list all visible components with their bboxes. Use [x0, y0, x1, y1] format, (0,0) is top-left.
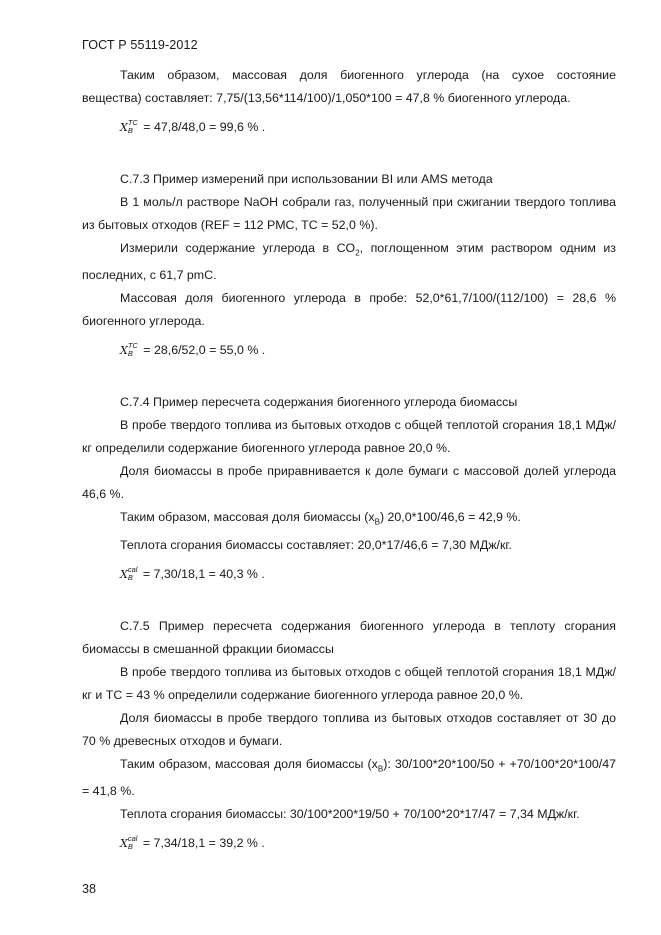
section-title-c74: С.7.4 Пример пересчета содержания биогенного углерода биомассы — [120, 395, 518, 410]
c73-paragraph-2: Измерили содержание углерода в $CO_2$, поглощенном этим раствором одним из последних, с 61,7 pmC. — [82, 241, 616, 283]
c74-paragraph-4: Теплота сгорания биомассы составляет: 20,0*17/46,6 = 7,30 МДж/кг. — [120, 537, 512, 552]
section-title-c73: С.7.3 Пример измерений при использовании BI или AMS метода — [120, 172, 493, 186]
formula-expression: = 28,6/52,0 = 55,0 % . — [139, 343, 266, 358]
formula-superscript: TC — [127, 341, 138, 351]
c75-paragraph-2: Доля биомассы в пробе твердого топлива из бытовых отходов составляет от 30 до 70 % древесных отходов и бумаги. — [82, 710, 616, 748]
page-number: 38 — [82, 882, 97, 896]
c75-paragraph-1: В пробе твердого топлива из бытовых отходов с общей теплотой сгорания 18,1 МДж/кг и TC = 43 % определили содержание биогенного углерода равное 20,0 %. — [82, 664, 616, 702]
formula-subscript: B — [127, 349, 133, 359]
formula-subscript: B — [127, 842, 133, 852]
formula-symbol: X — [120, 567, 128, 581]
formula-biogenic-ratio-2 — [82, 333, 616, 367]
formula-biogenic-ratio-1 — [82, 110, 616, 144]
intro-paragraph-line2: вещества) составляет: 7,75/(13,56*114/100)/1,050*100 = 47,8 % биогенного углерода. — [82, 91, 571, 105]
formula-calorific-ratio-1 — [82, 557, 616, 591]
formula-expression: = 7,30/18,1 = 40,3 % . — [139, 566, 265, 581]
c74-paragraph-1: В пробе твердого топлива из бытовых отходов с общей теплотой сгорания 18,1 МДж/кг определили содержание биогенного углерода равное 20,0 %. — [82, 418, 616, 456]
formula-expression: = 7,34/18,1 = 39,2 % . — [139, 836, 265, 851]
document-body — [82, 64, 616, 860]
formula-symbol: X — [120, 837, 128, 851]
formula-superscript: TC — [127, 117, 138, 127]
c73-paragraph-3: Массовая доля биогенного углерода в пробе: 52,0*61,7/100/(112/100) = 28,6 % биогенного углерода. — [82, 291, 616, 329]
section-title-c75: С.7.5 Пример пересчета содержания биогенного углерода в теплоту сгорания биомассы в смешанной фракции биомассы — [82, 618, 616, 656]
c73-paragraph-1: В 1 моль/л растворе NaOH собрали газ, полученный при сжигании твердого топлива из бытовых отходов (REF = 112 PMC, TC = 52,0 %). — [82, 195, 616, 232]
c75-paragraph-4: Теплота сгорания биомассы: 30/100*200*19/50 + 70/100*20*17/47 = 7,34 МДж/кг. — [120, 807, 580, 822]
formula-symbol: X — [120, 344, 128, 358]
formula-superscript: cal — [127, 564, 138, 574]
intro-paragraph-line1: Таким образом, массовая доля биогенного углерода (на сухое состояние — [120, 68, 616, 82]
c74-paragraph-2: Доля биомассы в пробе приравнивается к доле бумаги с массовой долей углерода 46,6 %. — [82, 464, 616, 502]
formula-expression: = 47,8/48,0 = 99,6 % . — [139, 120, 266, 134]
formula-superscript: cal — [127, 834, 138, 844]
formula-subscript: B — [127, 572, 133, 582]
formula-calorific-ratio-2 — [82, 826, 616, 860]
c75-paragraph-3: Таким образом, массовая доля биомассы $(x_B)$: 30/100*20*100/50 + +70/100*20*100/47 = 41,8 %. — [82, 756, 616, 799]
c74-paragraph-3: Таким образом, массовая доля биомассы $(x_B) 20,0*100/46,6 = 42,9$ %. — [120, 510, 521, 527]
document-header: ГОСТ Р 55119-2012 — [82, 38, 198, 52]
formula-symbol: X — [120, 121, 128, 134]
formula-subscript: B — [127, 125, 133, 135]
